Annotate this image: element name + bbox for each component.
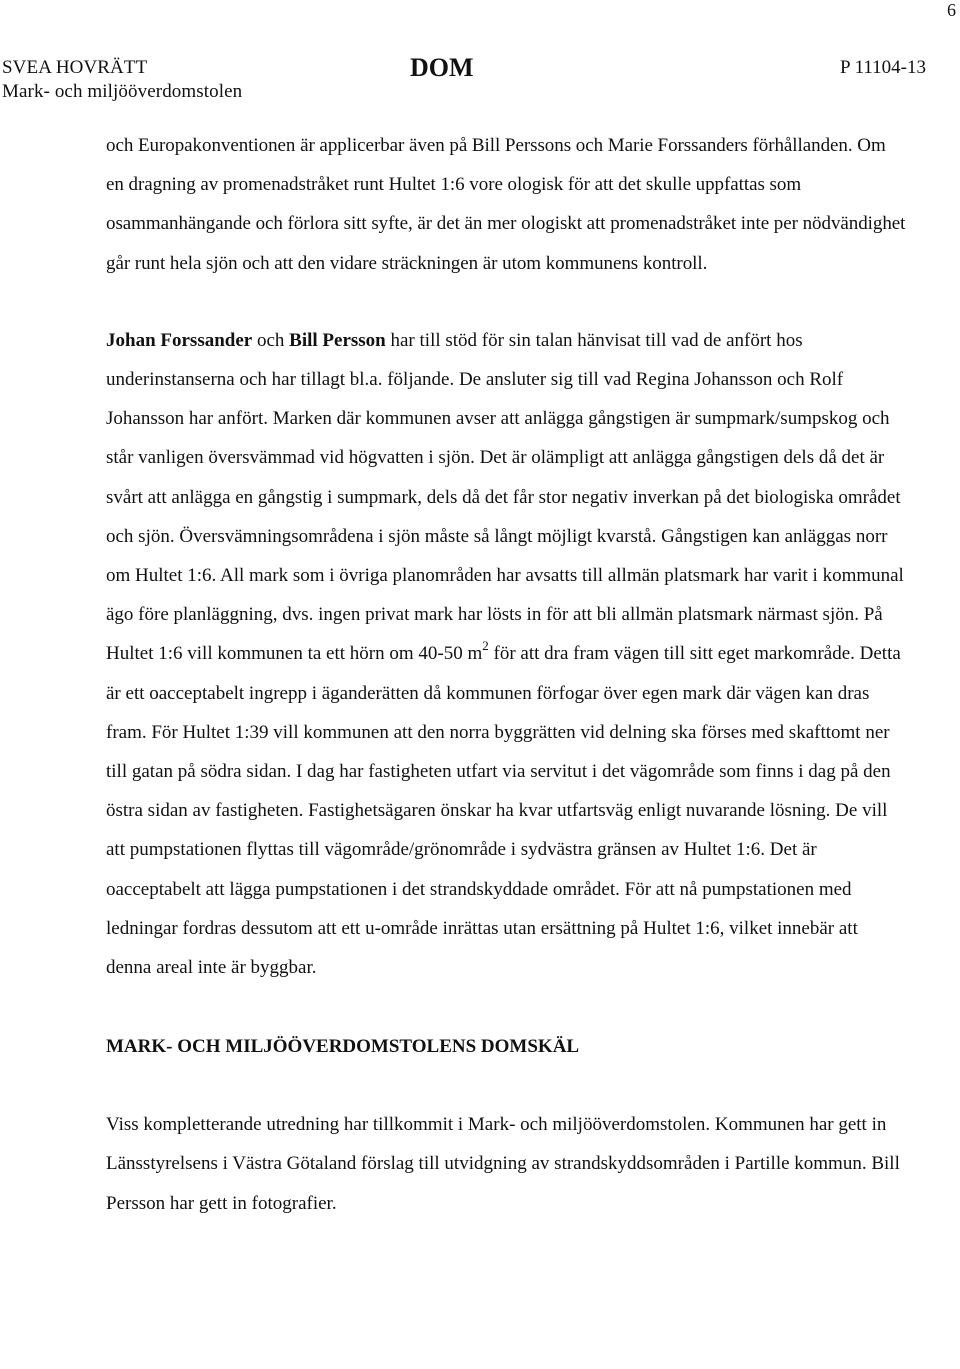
- court-name-line1: SVEA HOVRÄTT: [2, 57, 148, 78]
- paragraph-2-text-b: för att dra fram vägen till sitt eget markområde. Detta är ett oacceptabelt ingrepp i äganderätten då kommunen förfogar över egen mark där vägen kan dras fram. För Hultet 1:39 vill kommunen att den norra byggrätten vid delning ska förses med skafttomt ner till gatan på södra sidan. I dag har fastigheten utfart via servitut i det vägområde som finns i dag på den östra sidan av fastigheten. Fastighetsägaren önskar ha kvar utfartsväg enligt nuvarande lösning. De vill att pumpstationen flyttas till vägområde/grönområde i sydvästra gränsen av Hultet 1:6. Det är oacceptabelt att lägga pumpstationen i det strandskyddade området. För att nå pumpstationen med ledningar fordras dessutom att ett u-område inrättas utan ersättning på Hultet 1:6, vilket innebär att denna areal inte är byggbar.: [106, 643, 901, 979]
- document-header: [2, 53, 926, 108]
- case-number: P 11104-13: [839, 57, 926, 78]
- document-body: [106, 126, 906, 1223]
- paragraph-2-text-a: har till stöd för sin talan hänvisat till vad de anfört hos underinstanserna och har tillagt bl.a. följande. De ansluter sig till vad Regina Johansson och Rolf Johansson har anfört. Marken där kommunen avser att anlägga gångstigen är sumpmark/sumpskog och står vanligen översvämmad vid högvatten i sjön. Det är olämpligt att anlägga gångstigen dels då det är svårt att anlägga en gångstig i sumpmark, dels då det får stor negativ inverkan på det biologiska området och sjön. Översvämningsområdena i sjön måste så långt möjligt kvarstå. Gångstigen kan anläggas norr om Hultet 1:6. All mark som i övriga planområden har avsatts till allmän platsmark har varit i kommunal ägo före planläggning, dvs. ingen privat mark har lösts in för att bli allmän platsmark närmast sjön. På Hultet 1:6 vill kommunen ta ett hörn om 40-50 m: [106, 329, 904, 665]
- document-type: DOM: [410, 53, 474, 82]
- party-name-persson: Bill Persson: [289, 329, 386, 351]
- court-name: [2, 56, 242, 104]
- party-name-forssander: Johan Forssander: [106, 329, 253, 351]
- paragraph-1: och Europakonventionen är applicerbar även på Bill Perssons och Marie Forssanders förhållanden. Om en dragning av promenadstråket runt Hultet 1:6 vore ologisk för att det skulle uppfattas som osammanhängande och förlora sitt syfte, är det än mer ologiskt att promenadstråket inte per nödvändighet går runt hela sjön och att den vidare sträckningen är utom kommunens kontroll.: [106, 135, 906, 274]
- section-heading: MARK- OCH MILJÖÖVERDOMSTOLENS DOMSKÄL: [106, 1036, 580, 1058]
- paragraph-3: Viss kompletterande utredning har tillkommit i Mark- och miljööverdomstolen. Kommunen har gett in Länsstyrelsens i Västra Götaland förslag till utvidgning av strandskyddsområden i Partille kommun. Bill Persson har gett in fotografier.: [106, 1114, 900, 1214]
- paragraph-2: [106, 321, 906, 987]
- paragraph-2-conjunction: och: [252, 329, 290, 351]
- court-name-line2: Mark- och miljööverdomstolen: [2, 81, 243, 102]
- superscript-2: 2: [482, 638, 489, 654]
- page-number: 6: [947, 0, 956, 20]
